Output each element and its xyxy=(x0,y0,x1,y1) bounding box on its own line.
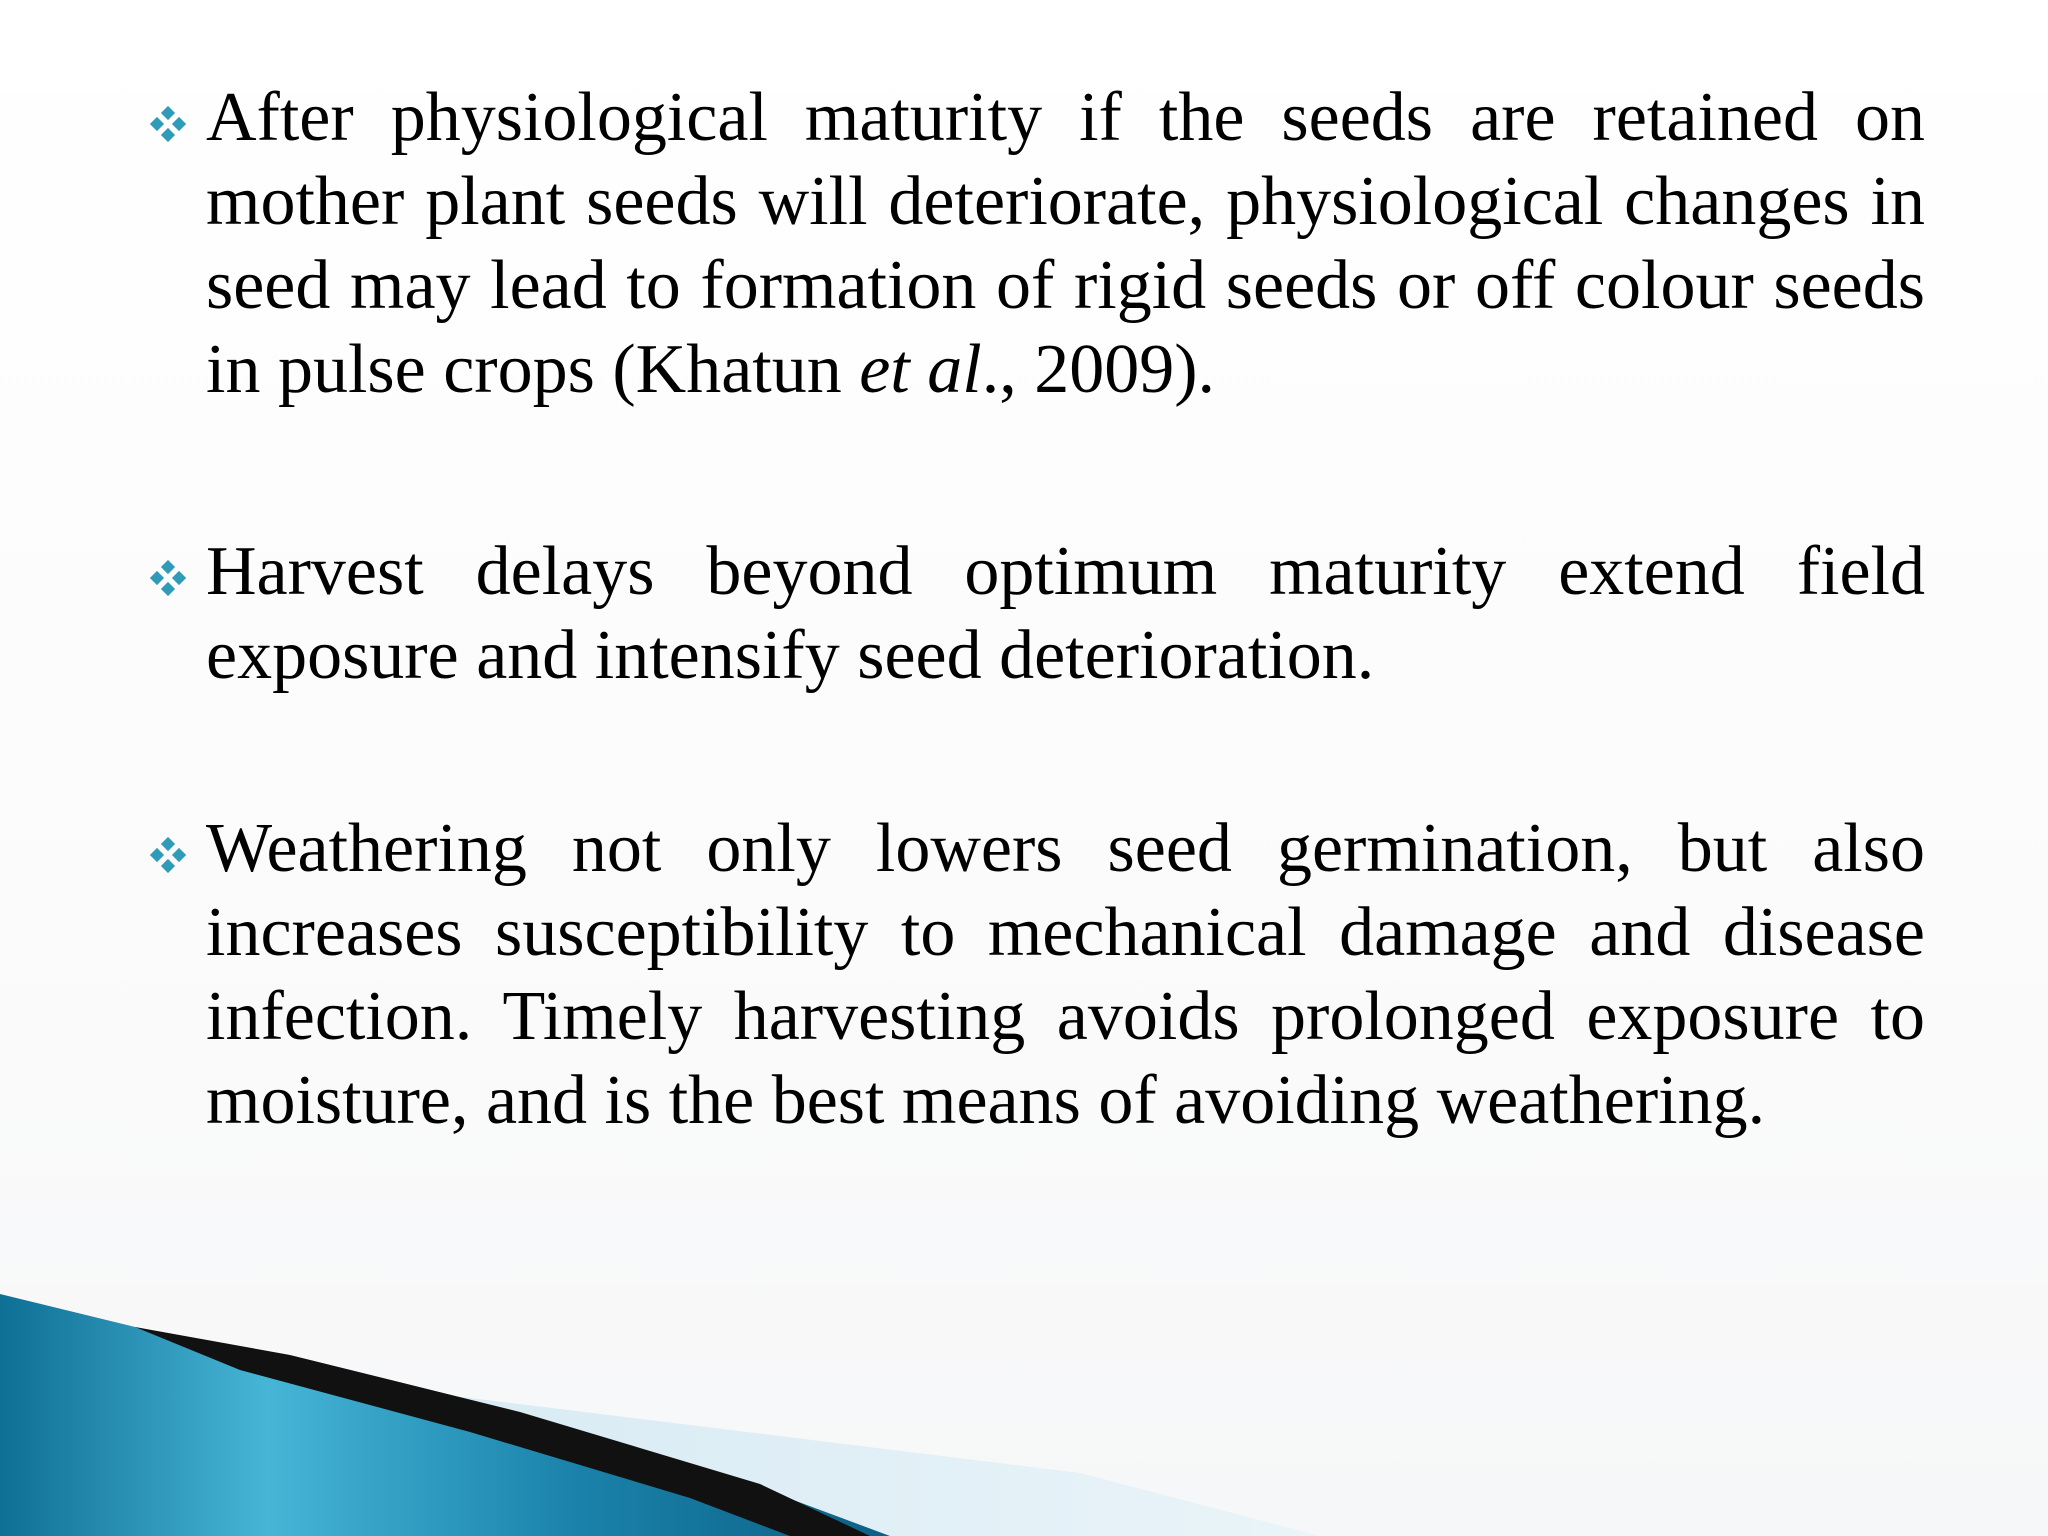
bullet-text xyxy=(206,76,1925,412)
bullet-item-weathering xyxy=(150,807,1925,1143)
bullet-item-harvest-maturity xyxy=(150,76,1925,412)
bullet-text-main: After physiological maturity if the seeds are retained on mother plant seeds will deteriorate, physiological changes in seed may lead to formation of rigid seeds or off colour seeds in pulse crops (Khatun xyxy=(206,79,1925,408)
bullet-item-harvest-delays xyxy=(150,530,1925,698)
diamond-bullet-icon xyxy=(150,837,186,873)
bullet-text: Weathering not only lowers seed germination, but also increases susceptibility to mechanical damage and disease infection. Timely harvesting avoids prolonged exposure to moisture, and is the best means of avoiding weathering. xyxy=(206,810,1925,1139)
diamond-bullet-icon xyxy=(150,106,186,142)
bullet-text: Harvest delays beyond optimum maturity extend field exposure and intensify seed deterioration. xyxy=(206,533,1925,694)
diamond-bullet-icon xyxy=(150,560,186,596)
bullet-list xyxy=(150,76,1925,1143)
bullet-text-end: ., 2009). xyxy=(981,331,1215,408)
bullet-text-italic: et al xyxy=(859,331,982,408)
